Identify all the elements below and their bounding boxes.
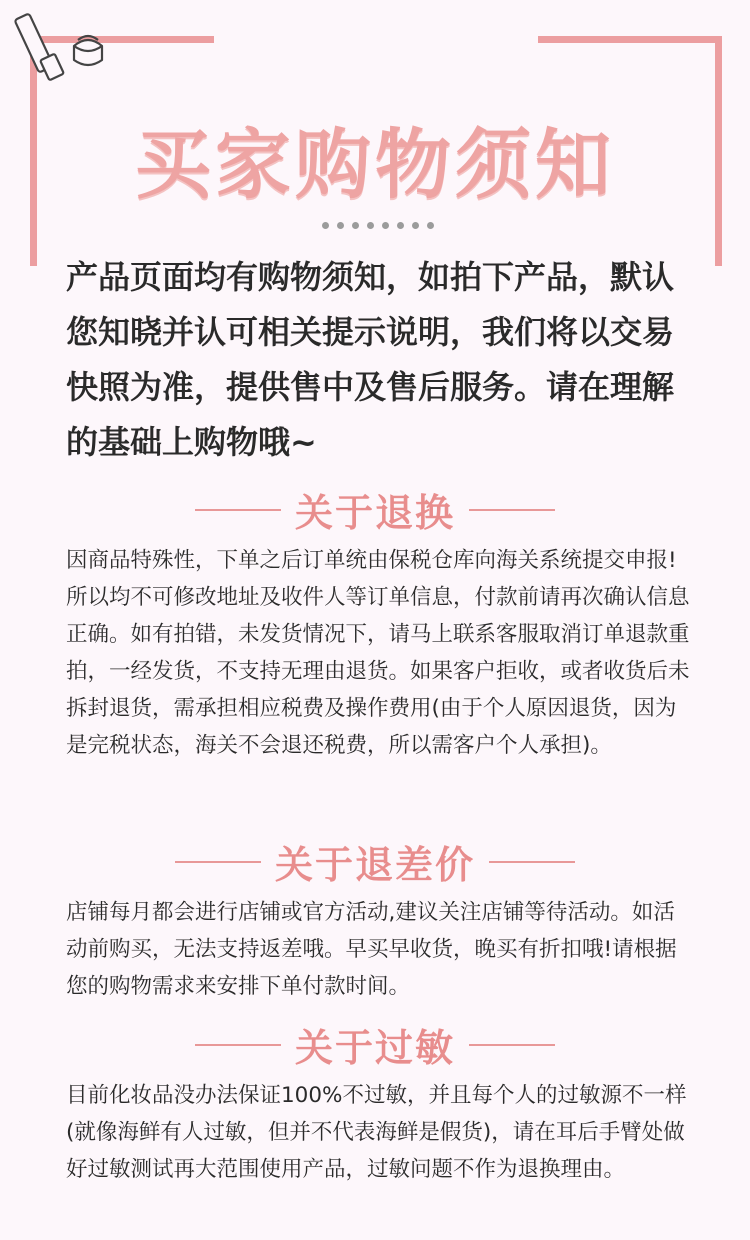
intro-text: 产品页面均有购物须知，如拍下产品，默认您知晓并认可相关提示说明，我们将以交易快照为准，提供售中及售后服务。请在理解的基础上购物哦~ [66, 258, 675, 461]
frame-top-right [538, 36, 722, 43]
page-title: 买家购物须知 [135, 120, 615, 209]
header-line-left [175, 861, 261, 863]
header-line-left [195, 1044, 281, 1046]
section-header-allergy [0, 1017, 750, 1072]
header-line-left [195, 509, 281, 511]
dot [427, 222, 434, 229]
section-title: 关于过敏 [294, 1026, 455, 1070]
section-title: 关于退差价 [274, 843, 475, 887]
header-line-right [469, 1044, 555, 1046]
section-body-returns: 因商品特殊性，下单之后订单统由保税仓库向海关系统提交申报!所以均不可修改地址及收件人等订单信息，付款前请再次确认信息正确。如有拍错，未发货情况下，请马上联系客服取消订单退款重拍，一经发货，不支持无理由退货。如果客户拒收，或者收货后未拆封退货，需承担相应税费及操作费用(由于个人原因退货，因为是完税状态，海关不会退还税费，所以需客户个人承担)。 [66, 548, 690, 758]
section-header-returns [0, 482, 750, 537]
dot [397, 222, 404, 229]
dot [367, 222, 374, 229]
section-header-price-difference [0, 834, 750, 889]
dot [337, 222, 344, 229]
section-title: 关于退换 [294, 491, 455, 535]
section-body-allergy: 目前化妆品没办法保证100%不过敏，并且每个人的过敏源不一样(就像海鲜有人过敏，但并不代表海鲜是假货)，请在耳后手臂处做好过敏测试再大范围使用产品，过敏问题不作为退换理由。 [66, 1083, 687, 1182]
dot [352, 222, 359, 229]
section-body-price-difference: 店铺每月都会进行店铺或官方活动,建议关注店铺等待活动。如活动前购买，无法支持返差哦。早买早收货，晚买有折扣哦!请根据您的购物需求来安排下单付款时间。 [66, 900, 677, 999]
divider-dots [322, 222, 434, 229]
header-line-right [469, 509, 555, 511]
dot [382, 222, 389, 229]
dot [322, 222, 329, 229]
cosmetic-icon [8, 0, 118, 95]
header-line-right [489, 861, 575, 863]
dot [412, 222, 419, 229]
